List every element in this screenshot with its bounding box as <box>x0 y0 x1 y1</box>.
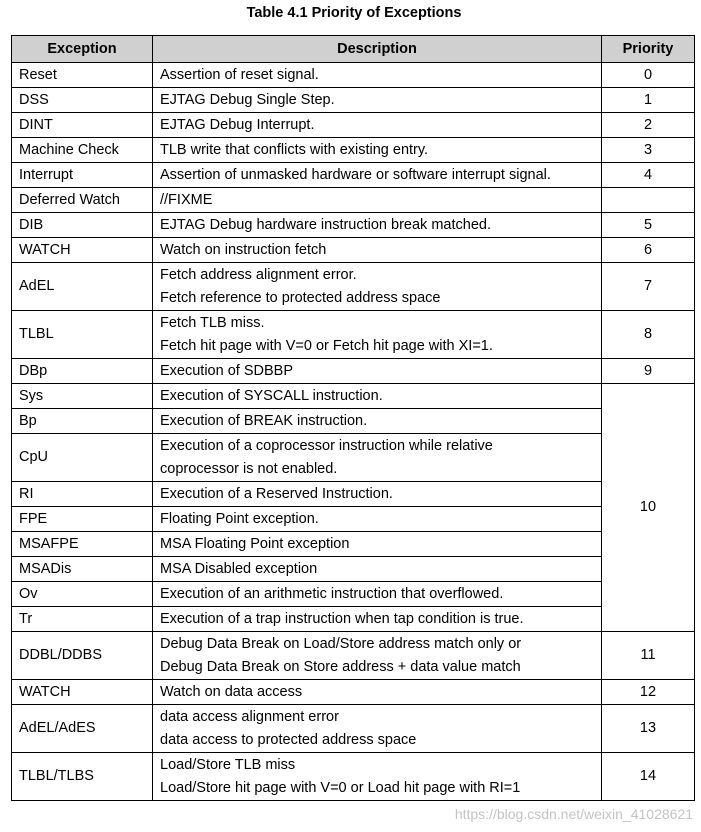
header-priority: Priority <box>602 36 695 63</box>
description-line: data access alignment error <box>160 709 339 725</box>
header-description: Description <box>153 36 602 63</box>
exception-cell: DINT <box>12 113 153 138</box>
description-cell <box>153 384 602 409</box>
description-cell <box>153 632 602 680</box>
description-cell <box>153 311 602 359</box>
description-line: Floating Point exception. <box>160 511 319 527</box>
description-line: Fetch hit page with V=0 or Fetch hit page with XI=1. <box>160 338 493 354</box>
table-row <box>12 753 695 801</box>
table-row <box>12 63 695 88</box>
description-cell <box>153 532 602 557</box>
description-cell <box>153 482 602 507</box>
table-row <box>12 680 695 705</box>
exception-cell: Sys <box>12 384 153 409</box>
priority-cell: 1 <box>602 88 695 113</box>
description-line: Load/Store hit page with V=0 or Load hit page with RI=1 <box>160 780 521 796</box>
description-line: Execution of an arithmetic instruction that overflowed. <box>160 586 504 602</box>
description-line: EJTAG Debug Interrupt. <box>160 117 315 133</box>
description-line: coprocessor is not enabled. <box>160 461 338 477</box>
description-line: MSA Disabled exception <box>160 561 318 577</box>
exception-cell: AdEL <box>12 263 153 311</box>
priority-table <box>11 35 695 801</box>
table-row <box>12 557 695 582</box>
description-cell <box>153 434 602 482</box>
priority-cell: 0 <box>602 63 695 88</box>
description-line: MSA Floating Point exception <box>160 536 350 552</box>
description-cell <box>153 557 602 582</box>
exception-cell: Tr <box>12 607 153 632</box>
priority-cell: 7 <box>602 263 695 311</box>
description-line: Load/Store TLB miss <box>160 757 296 773</box>
description-line: Watch on instruction fetch <box>160 242 327 258</box>
description-line: Execution of a trap instruction when tap condition is true. <box>160 611 524 627</box>
priority-cell: 3 <box>602 138 695 163</box>
table-row <box>12 482 695 507</box>
description-line: Execution of SYSCALL instruction. <box>160 388 383 404</box>
description-line: Debug Data Break on Load/Store address match only or <box>160 636 522 652</box>
exception-cell: MSAFPE <box>12 532 153 557</box>
description-line: TLB write that conflicts with existing entry. <box>160 142 429 158</box>
exception-cell: Deferred Watch <box>12 188 153 213</box>
priority-cell: 14 <box>602 753 695 801</box>
description-cell <box>153 753 602 801</box>
priority-cell: 6 <box>602 238 695 263</box>
table-row <box>12 607 695 632</box>
table-row <box>12 188 695 213</box>
table-row <box>12 263 695 311</box>
description-cell <box>153 238 602 263</box>
exception-cell: DIB <box>12 213 153 238</box>
exception-cell: FPE <box>12 507 153 532</box>
table-row <box>12 507 695 532</box>
exception-cell: CpU <box>12 434 153 482</box>
exception-cell: AdEL/AdES <box>12 705 153 753</box>
exception-cell: Ov <box>12 582 153 607</box>
description-cell <box>153 263 602 311</box>
description-cell <box>153 680 602 705</box>
description-line: Fetch reference to protected address space <box>160 290 441 306</box>
exception-cell: DSS <box>12 88 153 113</box>
priority-cell: 4 <box>602 163 695 188</box>
description-line: Execution of SDBBP <box>160 363 293 379</box>
priority-cell: 11 <box>602 632 695 680</box>
description-cell <box>153 359 602 384</box>
description-cell <box>153 163 602 188</box>
table-row <box>12 238 695 263</box>
priority-cell: 10 <box>602 384 695 632</box>
description-cell <box>153 63 602 88</box>
table-row <box>12 311 695 359</box>
description-cell <box>153 113 602 138</box>
description-line: Execution of BREAK instruction. <box>160 413 368 429</box>
description-cell <box>153 213 602 238</box>
description-cell <box>153 705 602 753</box>
header-exception: Exception <box>12 36 153 63</box>
description-line: Execution of a Reserved Instruction. <box>160 486 393 502</box>
description-cell <box>153 188 602 213</box>
exception-cell: Machine Check <box>12 138 153 163</box>
exception-cell: TLBL <box>12 311 153 359</box>
exception-cell: Reset <box>12 63 153 88</box>
table-row <box>12 213 695 238</box>
table-row <box>12 409 695 434</box>
table-row <box>12 384 695 409</box>
description-cell <box>153 582 602 607</box>
description-line: Fetch TLB miss. <box>160 315 265 331</box>
description-line: Fetch address alignment error. <box>160 267 357 283</box>
table-row <box>12 113 695 138</box>
table-header-row <box>12 36 695 63</box>
description-line: //FIXME <box>160 192 213 208</box>
description-cell <box>153 88 602 113</box>
description-cell <box>153 409 602 434</box>
exception-cell: RI <box>12 482 153 507</box>
exception-cell: DBp <box>12 359 153 384</box>
description-line: Watch on data access <box>160 684 303 700</box>
exception-cell: WATCH <box>12 680 153 705</box>
priority-cell: 2 <box>602 113 695 138</box>
description-line: EJTAG Debug hardware instruction break matched. <box>160 217 491 233</box>
table-row <box>12 359 695 384</box>
table-row <box>12 434 695 482</box>
priority-cell: 5 <box>602 213 695 238</box>
table-row <box>12 632 695 680</box>
exception-cell: MSADis <box>12 557 153 582</box>
description-line: Execution of a coprocessor instruction while relative <box>160 438 493 454</box>
watermark: https://blog.csdn.net/weixin_41028621 <box>454 806 693 822</box>
exception-cell: Bp <box>12 409 153 434</box>
description-line: EJTAG Debug Single Step. <box>160 92 335 108</box>
exception-cell: WATCH <box>12 238 153 263</box>
table-row <box>12 88 695 113</box>
table-row <box>12 163 695 188</box>
description-line: data access to protected address space <box>160 732 417 748</box>
table-row <box>12 138 695 163</box>
priority-cell: 9 <box>602 359 695 384</box>
exception-cell: DDBL/DDBS <box>12 632 153 680</box>
description-line: Assertion of unmasked hardware or software interrupt signal. <box>160 167 551 183</box>
priority-cell: 8 <box>602 311 695 359</box>
table-row <box>12 582 695 607</box>
table-title: Table 4.1 Priority of Exceptions <box>246 5 462 21</box>
description-line: Debug Data Break on Store address + data value match <box>160 659 521 675</box>
priority-cell: 12 <box>602 680 695 705</box>
exception-cell: Interrupt <box>12 163 153 188</box>
exception-cell: TLBL/TLBS <box>12 753 153 801</box>
description-cell <box>153 607 602 632</box>
description-cell <box>153 507 602 532</box>
description-line: Assertion of reset signal. <box>160 67 319 83</box>
priority-cell <box>602 188 695 213</box>
table-row <box>12 705 695 753</box>
priority-cell: 13 <box>602 705 695 753</box>
description-cell <box>153 138 602 163</box>
table-row <box>12 532 695 557</box>
